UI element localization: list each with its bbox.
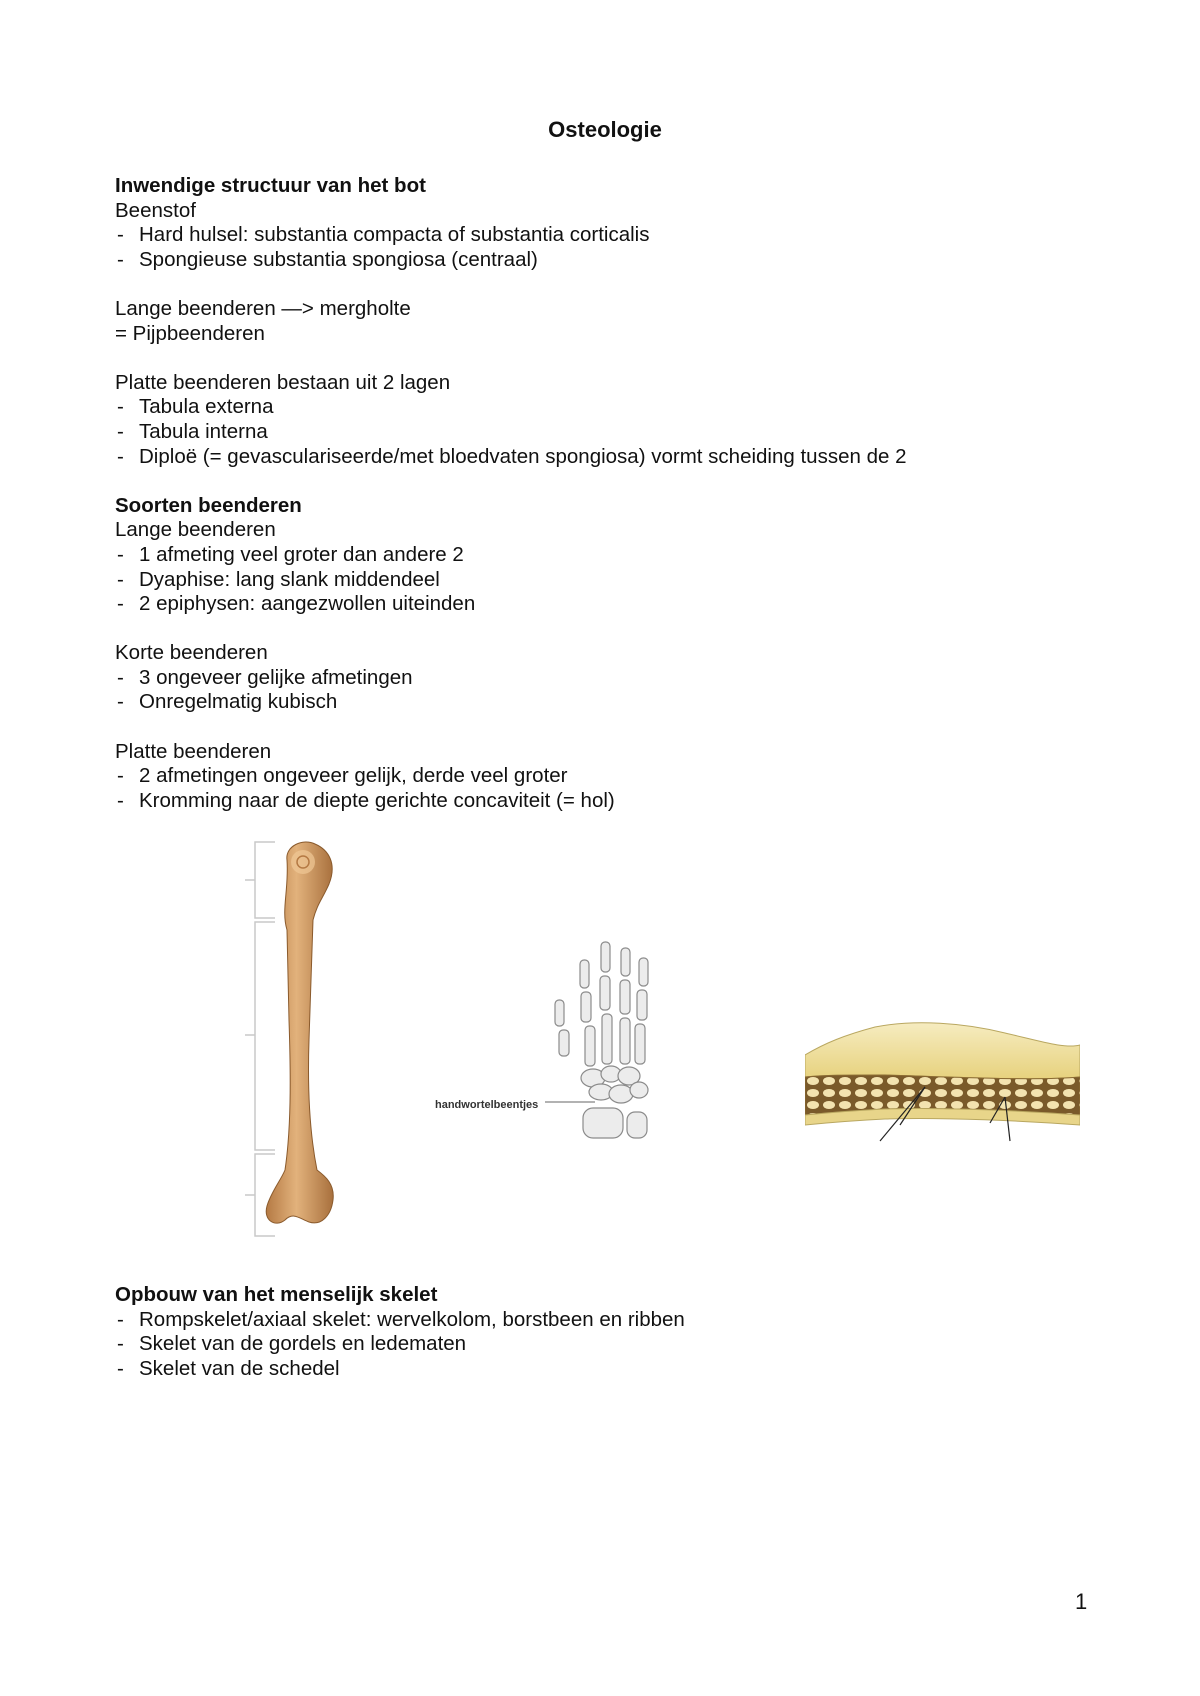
list-item: - Rompskelet/axiaal skelet: wervelkolom, borstbeen en ribben — [115, 1308, 1115, 1333]
text-pipe-bones: = Pijpbeenderen — [115, 321, 265, 345]
list-beenstof — [115, 223, 1115, 272]
bracket-lines — [245, 842, 275, 1236]
section-heading-skeleton: Opbouw van het menselijk skelet — [115, 1283, 438, 1306]
flat-bone-top-layer — [805, 1023, 1080, 1079]
list-item: - 1 afmeting veel groter dan andere 2 — [115, 543, 1115, 568]
text-long-bones: Lange beenderen —> mergholte — [115, 296, 411, 320]
list-item: - Onregelmatig kubisch — [115, 690, 1115, 715]
subheading-flat: Platte beenderen — [115, 739, 272, 763]
subheading-short: Korte beenderen — [115, 641, 268, 665]
flat-bone-cross-section — [805, 1015, 1080, 1145]
skeleton-section — [115, 1283, 1115, 1381]
list-item: - Skelet van de gordels en ledematen — [115, 1332, 1115, 1357]
list-item: - Tabula externa — [115, 395, 1115, 420]
hand-skeleton-illustration — [545, 940, 685, 1145]
list-item: - Kromming naar de diepte gerichte concaviteit (= hol) — [115, 789, 1115, 814]
page-title: Osteologie — [548, 117, 662, 142]
list-item: - Tabula interna — [115, 420, 1115, 445]
list-item: - Skelet van de schedel — [115, 1357, 1115, 1382]
section-heading-types: Soorten beenderen — [115, 493, 302, 517]
list-item: - Spongieuse substantia spongiosa (centraal) — [115, 248, 1115, 273]
document-body — [115, 174, 1115, 813]
list-item: - Dyaphise: lang slank middendeel — [115, 568, 1115, 593]
list-item: - 2 afmetingen ongeveer gelijk, derde veel groter — [115, 764, 1115, 789]
list-skeleton — [115, 1308, 1115, 1382]
list-item: - 3 ongeveer gelijke afmetingen — [115, 666, 1115, 691]
list-item: - Hard hulsel: substantia compacta of substantia corticalis — [115, 223, 1115, 248]
list-flat-layers — [115, 395, 1115, 469]
hand-label-carpals: handwortelbeentjes — [435, 1099, 539, 1111]
text-flat-bones-intro: Platte beenderen bestaan uit 2 lagen — [115, 370, 451, 394]
page-number: 1 — [1075, 1589, 1088, 1614]
section-heading-structure: Inwendige structuur van het bot — [115, 174, 426, 197]
humerus-shape — [266, 842, 333, 1223]
subheading-beenstof: Beenstof — [115, 198, 196, 222]
list-flat-bones — [115, 764, 1115, 813]
list-item: - Diploë (= gevasculariseerde/met bloedvaten spongiosa) vormt scheiding tussen de 2 — [115, 445, 1115, 470]
long-bone-illustration — [245, 840, 355, 1240]
subheading-long: Lange beenderen — [115, 518, 276, 542]
list-short-bones — [115, 666, 1115, 715]
list-long-bones — [115, 543, 1115, 617]
list-item: - 2 epiphysen: aangezwollen uiteinden — [115, 592, 1115, 617]
